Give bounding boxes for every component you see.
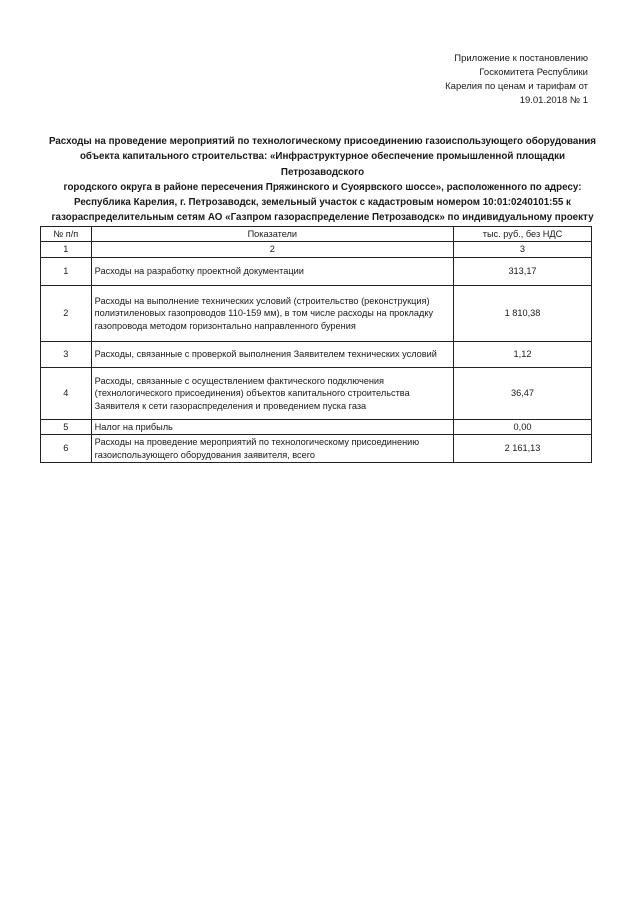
row-value: 1 810,38 bbox=[453, 285, 591, 341]
column-index-row bbox=[41, 242, 592, 257]
row-number: 4 bbox=[41, 367, 92, 419]
appendix-line: Госкомитета Республики bbox=[479, 67, 588, 78]
column-index: 3 bbox=[453, 242, 591, 257]
table-row bbox=[41, 341, 592, 367]
row-value: 313,17 bbox=[453, 257, 591, 285]
appendix-line: Карелия по ценам и тарифам от bbox=[445, 81, 588, 92]
table-row bbox=[41, 367, 592, 419]
document-title bbox=[40, 134, 605, 226]
row-description: Расходы на разработку проектной документации bbox=[91, 257, 453, 285]
appendix-line: 19.01.2018 № 1 bbox=[519, 95, 588, 106]
title-line: Расходы на проведение мероприятий по технологическому присоединению газоиспользующего оборудования bbox=[48, 136, 597, 147]
appendix-note bbox=[388, 52, 588, 108]
row-value: 2 161,13 bbox=[453, 435, 591, 463]
row-number: 1 bbox=[41, 257, 92, 285]
table-row bbox=[41, 257, 592, 285]
row-value: 36,47 bbox=[453, 367, 591, 419]
appendix-line: Приложение к постановлению bbox=[454, 53, 588, 64]
row-description: Расходы, связанные с проверкой выполнения Заявителем технических условий bbox=[91, 341, 453, 367]
row-number: 3 bbox=[41, 341, 92, 367]
header-number: № п/п bbox=[41, 227, 92, 242]
row-number: 2 bbox=[41, 285, 92, 341]
title-line: Республика Карелия, г. Петрозаводск, земельный участок с кадастровым номером 10:01:0240101:55 к bbox=[74, 197, 571, 209]
row-value: 1,12 bbox=[453, 341, 591, 367]
row-number: 6 bbox=[41, 435, 92, 463]
row-number: 5 bbox=[41, 419, 92, 434]
table-row bbox=[41, 285, 592, 341]
column-index: 1 bbox=[41, 242, 92, 257]
title-line: объекта капитального строительства: «Инфраструктурное обеспечение промышленной площадки Петрозаводского bbox=[79, 151, 566, 178]
table-row bbox=[41, 435, 592, 463]
header-indicators: Показатели bbox=[91, 227, 453, 242]
row-description: Налог на прибыль bbox=[91, 419, 453, 434]
column-index: 2 bbox=[91, 242, 453, 257]
table-row bbox=[41, 419, 592, 434]
row-description: Расходы, связанные с осуществлением фактического подключения (технологического присоединения) объектов капитального строительства Заявителя к сети газораспределения и проведением пуска газа bbox=[91, 367, 453, 419]
table-header-row bbox=[41, 227, 592, 242]
header-value: тыс. руб., без НДС bbox=[453, 227, 591, 242]
title-line: городского округа в районе пересечения Пряжинского и Суоярвского шоссе», расположенного по адресу: bbox=[63, 181, 582, 193]
row-description: Расходы на выполнение технических условий (строительство (реконструкция) полиэтиленовых газопроводов 110-159 мм), в том числе расходы на прокладку газопровода методом горизонтально направленного бурения bbox=[91, 285, 453, 341]
row-description: Расходы на проведение мероприятий по технологическому присоединению газоиспользующего оборудования заявителя, всего bbox=[91, 435, 453, 463]
row-value: 0,00 bbox=[453, 419, 591, 434]
title-line: газораспределительным сетям АО «Газпром газораспределение Петрозаводск» по индивидуальному проекту bbox=[51, 212, 594, 224]
costs-table bbox=[40, 226, 592, 463]
